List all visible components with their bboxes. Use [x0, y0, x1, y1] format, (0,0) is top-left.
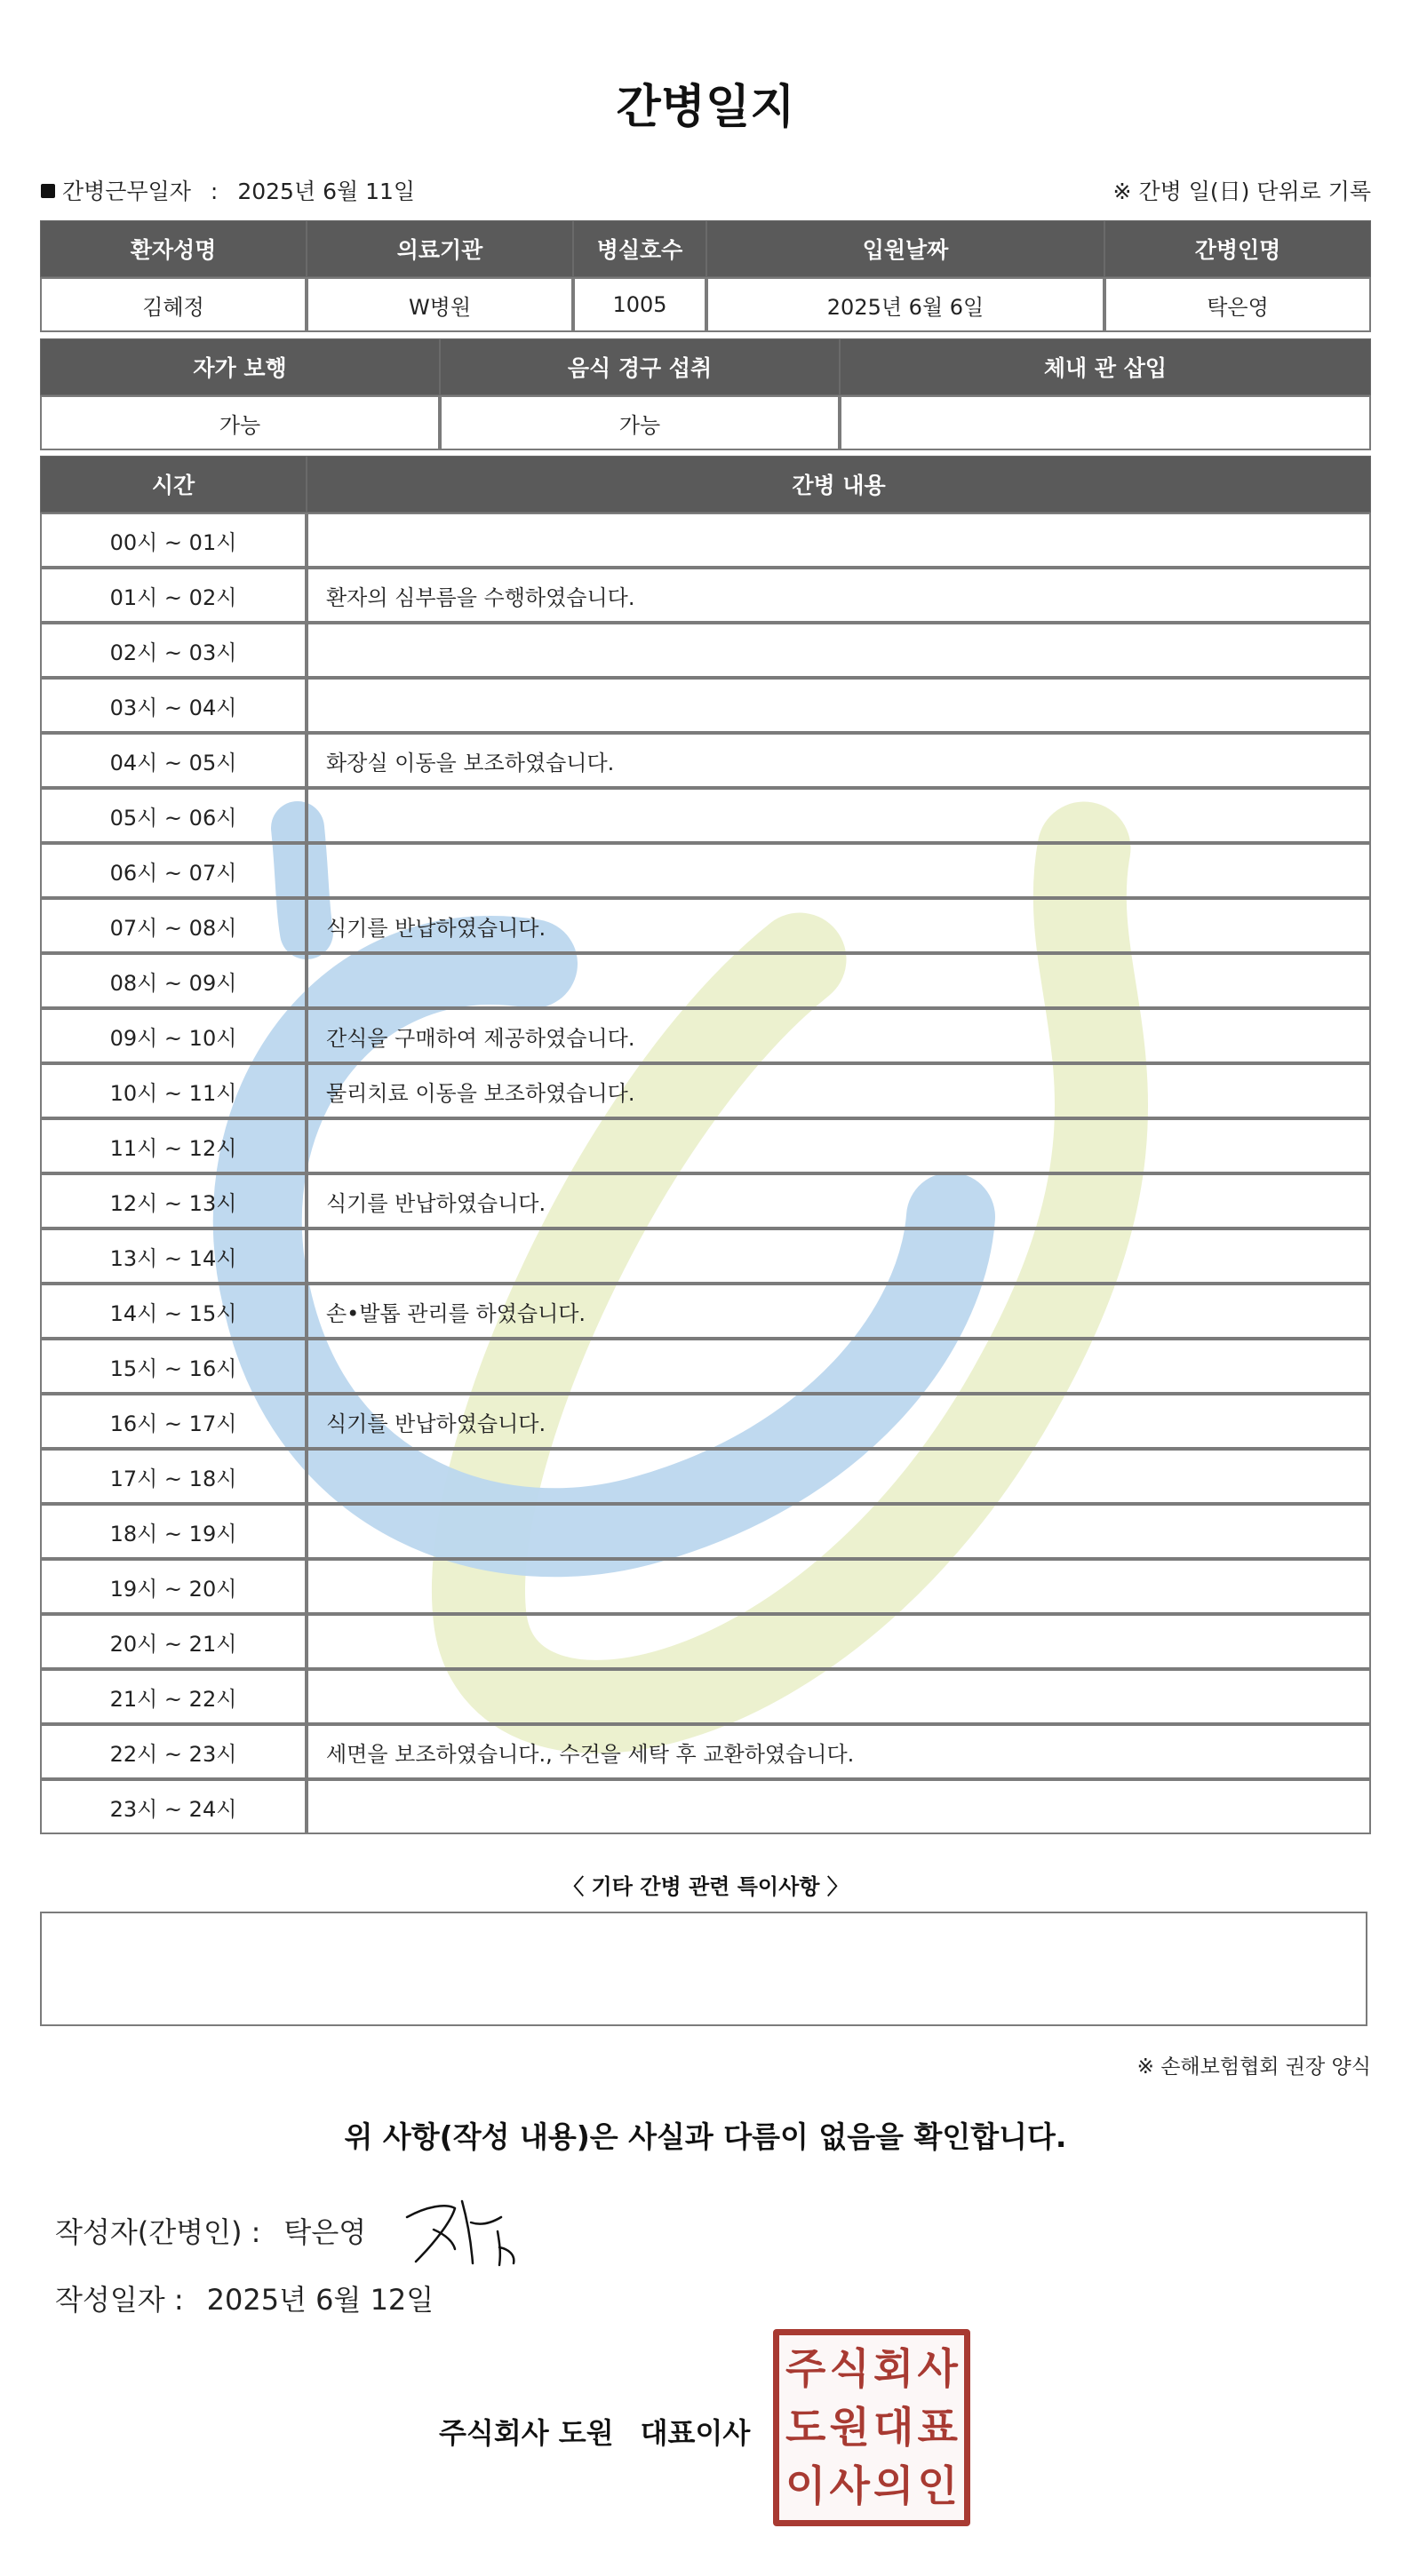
- patient-value-row: [40, 277, 1371, 332]
- seal-character: 주: [785, 2344, 826, 2394]
- table-row: [40, 1449, 1371, 1504]
- record-unit-note: ※ 간병 일(日) 단위로 기록: [1112, 179, 1371, 204]
- time-cell: 03시 ~ 04시: [40, 678, 307, 733]
- table-row: [40, 1118, 1371, 1173]
- care-content-cell: [307, 1339, 1371, 1394]
- care-content-cell: 식기를 반납하였습니다.: [307, 1394, 1371, 1449]
- care-content-cell: 식기를 반납하였습니다.: [307, 1173, 1371, 1228]
- work-date-separator: :: [210, 179, 219, 204]
- seal-character: 회: [873, 2344, 914, 2394]
- notes-title: 〈 기타 간병 관련 특이사항 〉: [562, 1874, 849, 1899]
- time-cell: 18시 ~ 19시: [40, 1504, 307, 1559]
- representative-title: 대표이사: [640, 2416, 751, 2450]
- table-row: [40, 678, 1371, 733]
- author-label: 작성자(간병인) :: [55, 2215, 261, 2249]
- care-content-cell: [307, 1228, 1371, 1284]
- notes-box: [40, 1912, 1367, 2026]
- hospital-value: W병원: [307, 277, 573, 332]
- care-content-cell: [307, 1779, 1371, 1834]
- table-row: [40, 623, 1371, 678]
- time-cell: 15시 ~ 16시: [40, 1339, 307, 1394]
- table-row: [40, 1779, 1371, 1834]
- seal-character: 의: [873, 2461, 914, 2511]
- header-hospital: 의료기관: [307, 220, 573, 277]
- care-content-cell: 환자의 심부름을 수행하였습니다.: [307, 568, 1371, 623]
- written-date-label: 작성일자 :: [55, 2283, 184, 2317]
- table-row: [40, 1504, 1371, 1559]
- table-row: [40, 953, 1371, 1008]
- time-cell: 13시 ~ 14시: [40, 1228, 307, 1284]
- seal-character: 대: [873, 2403, 914, 2453]
- seal-character: 이: [785, 2461, 826, 2511]
- company-name: 주식회사 도원: [439, 2416, 614, 2450]
- header-caregiver-name: 간병인명: [1104, 220, 1371, 277]
- admission-date-value: 2025년 6월 6일: [706, 277, 1104, 332]
- table-row: [40, 843, 1371, 898]
- signature-icon: [400, 2190, 560, 2270]
- table-row: [40, 1724, 1371, 1779]
- table-row: [40, 1008, 1371, 1063]
- header-care-content: 간병 내용: [307, 456, 1371, 513]
- seal-character: 식: [829, 2344, 870, 2394]
- log-header-row: [40, 456, 1371, 513]
- status-value-row: [40, 395, 1371, 450]
- time-cell: 23시 ~ 24시: [40, 1779, 307, 1834]
- self-walking-value: 가능: [40, 395, 440, 450]
- care-content-cell: [307, 953, 1371, 1008]
- bullet-square-icon: [41, 184, 55, 198]
- time-cell: 10시 ~ 11시: [40, 1063, 307, 1118]
- author-row: [55, 2210, 366, 2251]
- patient-info-table: [40, 220, 1371, 332]
- care-content-cell: [307, 1504, 1371, 1559]
- care-log-body: [40, 513, 1371, 1834]
- seal-character: 표: [917, 2403, 958, 2453]
- work-date-label: 간병근무일자: [62, 179, 191, 204]
- time-cell: 08시 ~ 09시: [40, 953, 307, 1008]
- page-title: 간병일지: [616, 81, 795, 134]
- table-row: [40, 1394, 1371, 1449]
- care-content-cell: [307, 1449, 1371, 1504]
- caregiver-name-value: 탁은영: [1104, 277, 1371, 332]
- time-cell: 19시 ~ 20시: [40, 1559, 307, 1614]
- header-tube-insertion: 체내 관 삽입: [840, 338, 1371, 395]
- care-content-cell: [307, 1559, 1371, 1614]
- care-content-cell: [307, 1614, 1371, 1669]
- table-row: [40, 788, 1371, 843]
- care-content-cell: [307, 1669, 1371, 1724]
- care-content-cell: 물리치료 이동을 보조하였습니다.: [307, 1063, 1371, 1118]
- table-row: [40, 898, 1371, 953]
- seal-character: 사: [829, 2461, 870, 2511]
- patient-name-value: 김혜정: [40, 277, 307, 332]
- written-date-value: 2025년 6월 12일: [206, 2283, 434, 2317]
- care-content-cell: [307, 513, 1371, 568]
- table-row: [40, 1173, 1371, 1228]
- care-content-cell: 간식을 구매하여 제공하였습니다.: [307, 1008, 1371, 1063]
- oral-intake-value: 가능: [440, 395, 840, 450]
- care-log-table: [40, 456, 1371, 1834]
- header-patient-name: 환자성명: [40, 220, 307, 277]
- table-row: [40, 568, 1371, 623]
- table-row: [40, 1063, 1371, 1118]
- care-content-cell: [307, 843, 1371, 898]
- time-cell: 17시 ~ 18시: [40, 1449, 307, 1504]
- table-row: [40, 1614, 1371, 1669]
- time-cell: 06시 ~ 07시: [40, 843, 307, 898]
- author-name: 탁은영: [283, 2215, 367, 2249]
- care-content-cell: [307, 788, 1371, 843]
- patient-status-table: [40, 338, 1371, 450]
- care-content-cell: 손•발톱 관리를 하였습니다.: [307, 1284, 1371, 1339]
- seal-stamp: [773, 2329, 970, 2526]
- care-content-cell: 식기를 반납하였습니다.: [307, 898, 1371, 953]
- time-cell: 16시 ~ 17시: [40, 1394, 307, 1449]
- time-cell: 12시 ~ 13시: [40, 1173, 307, 1228]
- care-content-cell: [307, 678, 1371, 733]
- table-row: [40, 1284, 1371, 1339]
- time-cell: 05시 ~ 06시: [40, 788, 307, 843]
- time-cell: 11시 ~ 12시: [40, 1118, 307, 1173]
- header-self-walking: 자가 보행: [40, 338, 440, 395]
- care-content-cell: [307, 1118, 1371, 1173]
- time-cell: 02시 ~ 03시: [40, 623, 307, 678]
- time-cell: 22시 ~ 23시: [40, 1724, 307, 1779]
- table-row: [40, 733, 1371, 788]
- work-date-value: 2025년 6월 11일: [237, 179, 416, 204]
- header-admission-date: 입원날짜: [706, 220, 1104, 277]
- seal-character: 사: [917, 2344, 958, 2394]
- care-content-cell: 세면을 보조하였습니다., 수건을 세탁 후 교환하였습니다.: [307, 1724, 1371, 1779]
- time-cell: 14시 ~ 15시: [40, 1284, 307, 1339]
- header-oral-intake: 음식 경구 섭취: [440, 338, 840, 395]
- table-row: [40, 513, 1371, 568]
- patient-header-row: [40, 220, 1371, 277]
- room-number-value: 1005: [573, 277, 706, 332]
- time-cell: 04시 ~ 05시: [40, 733, 307, 788]
- table-row: [40, 1228, 1371, 1284]
- form-source-note: ※ 손해보험협회 권장 양식: [1136, 2055, 1371, 2079]
- company-signoff: [439, 2411, 750, 2452]
- status-header-row: [40, 338, 1371, 395]
- time-cell: 21시 ~ 22시: [40, 1669, 307, 1724]
- time-cell: 20시 ~ 21시: [40, 1614, 307, 1669]
- header-time: 시간: [40, 456, 307, 513]
- written-date-row: [55, 2278, 434, 2318]
- care-content-cell: 화장실 이동을 보조하였습니다.: [307, 733, 1371, 788]
- table-row: [40, 1669, 1371, 1724]
- care-content-cell: [307, 623, 1371, 678]
- time-cell: 01시 ~ 02시: [40, 568, 307, 623]
- time-cell: 07시 ~ 08시: [40, 898, 307, 953]
- table-row: [40, 1339, 1371, 1394]
- work-date-row: [41, 174, 415, 206]
- table-row: [40, 1559, 1371, 1614]
- header-room-number: 병실호수: [573, 220, 706, 277]
- seal-character: 인: [917, 2461, 958, 2511]
- seal-character: 원: [829, 2403, 870, 2453]
- time-cell: 09시 ~ 10시: [40, 1008, 307, 1063]
- time-cell: 00시 ~ 01시: [40, 513, 307, 568]
- confirmation-statement: 위 사항(작성 내용)은 사실과 다름이 없음을 확인합니다.: [344, 2119, 1067, 2154]
- seal-character: 도: [785, 2403, 826, 2453]
- tube-insertion-value: [840, 395, 1371, 450]
